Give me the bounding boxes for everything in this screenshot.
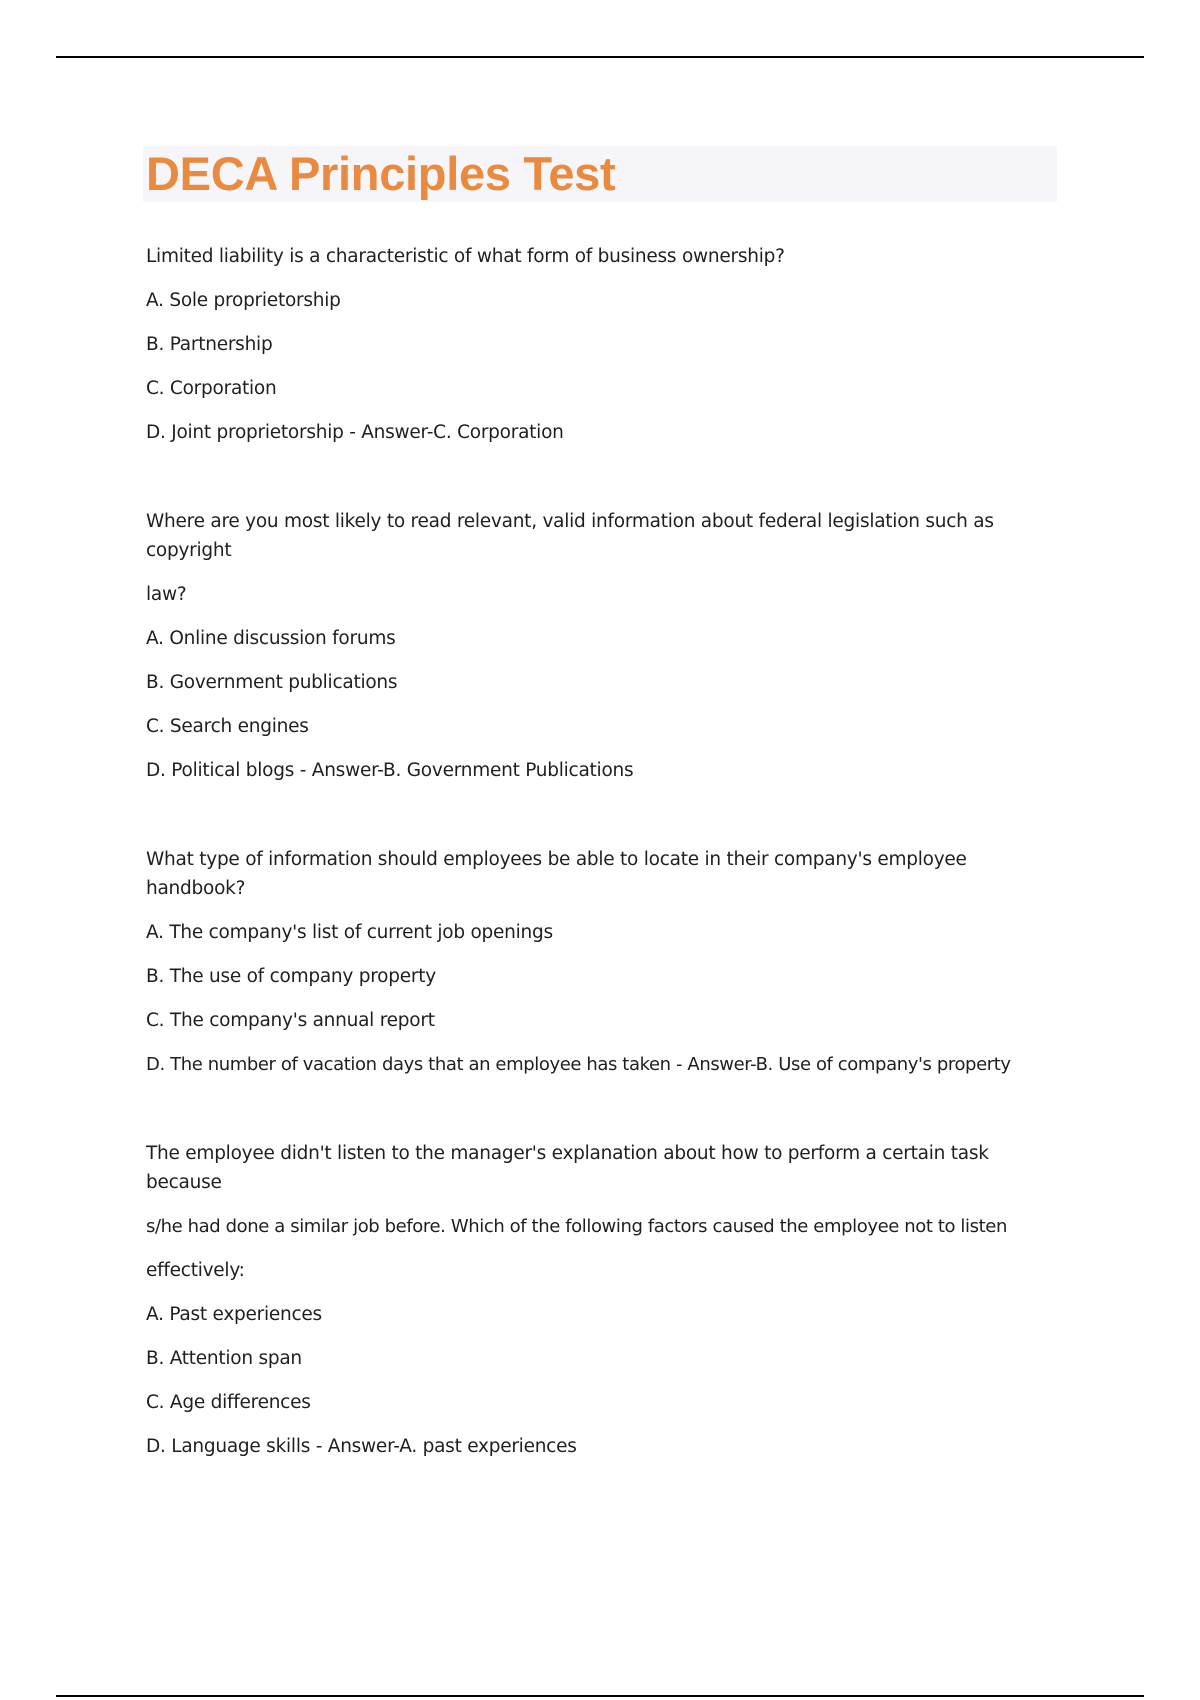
footer-rule bbox=[56, 1695, 1144, 1697]
question-4-option-b: B. Attention span bbox=[146, 1348, 302, 1369]
question-1-option-c: C. Corporation bbox=[146, 378, 277, 399]
question-3-option-c: C. The company's annual report bbox=[146, 1010, 435, 1031]
question-4-text-end: effectively: bbox=[146, 1260, 245, 1281]
question-3-option-b: B. The use of company property bbox=[146, 966, 436, 987]
question-list bbox=[146, 242, 1066, 1521]
question-1-text: Limited liability is a characteristic of what form of business ownership? bbox=[146, 246, 785, 267]
question-1 bbox=[146, 242, 1066, 447]
document-title: DECA Principles Test bbox=[146, 147, 616, 200]
question-2-option-a: A. Online discussion forums bbox=[146, 628, 396, 649]
question-2-text-continued: law? bbox=[146, 584, 187, 605]
question-1-option-b: B. Partnership bbox=[146, 334, 273, 355]
question-3-text: What type of information should employees be able to locate in their company's employee handbook? bbox=[146, 849, 967, 899]
question-1-option-a: A. Sole proprietorship bbox=[146, 290, 341, 311]
question-3-option-d-answer: D. The number of vacation days that an employee has taken - Answer-B. Use of company's property bbox=[146, 1054, 1011, 1075]
question-2-text: Where are you most likely to read relevant, valid information about federal legislation such as copyright bbox=[146, 511, 994, 561]
question-2-option-d-answer: D. Political blogs - Answer-B. Government Publications bbox=[146, 760, 634, 781]
header-rule bbox=[56, 56, 1144, 58]
question-4-option-d-answer: D. Language skills - Answer-A. past experiences bbox=[146, 1436, 577, 1457]
question-1-option-d-answer: D. Joint proprietorship - Answer-C. Corporation bbox=[146, 422, 564, 443]
question-4 bbox=[146, 1139, 1066, 1461]
question-4-option-c: C. Age differences bbox=[146, 1392, 311, 1413]
question-3 bbox=[146, 845, 1066, 1079]
question-4-option-a: A. Past experiences bbox=[146, 1304, 322, 1325]
question-2-option-c: C. Search engines bbox=[146, 716, 309, 737]
question-2-option-b: B. Government publications bbox=[146, 672, 398, 693]
question-2 bbox=[146, 507, 1066, 785]
question-3-option-a: A. The company's list of current job openings bbox=[146, 922, 553, 943]
question-4-text-continued: s/he had done a similar job before. Which of the following factors caused the employee not to listen bbox=[146, 1216, 1007, 1237]
question-4-text: The employee didn't listen to the manager's explanation about how to perform a certain task because bbox=[146, 1143, 989, 1193]
